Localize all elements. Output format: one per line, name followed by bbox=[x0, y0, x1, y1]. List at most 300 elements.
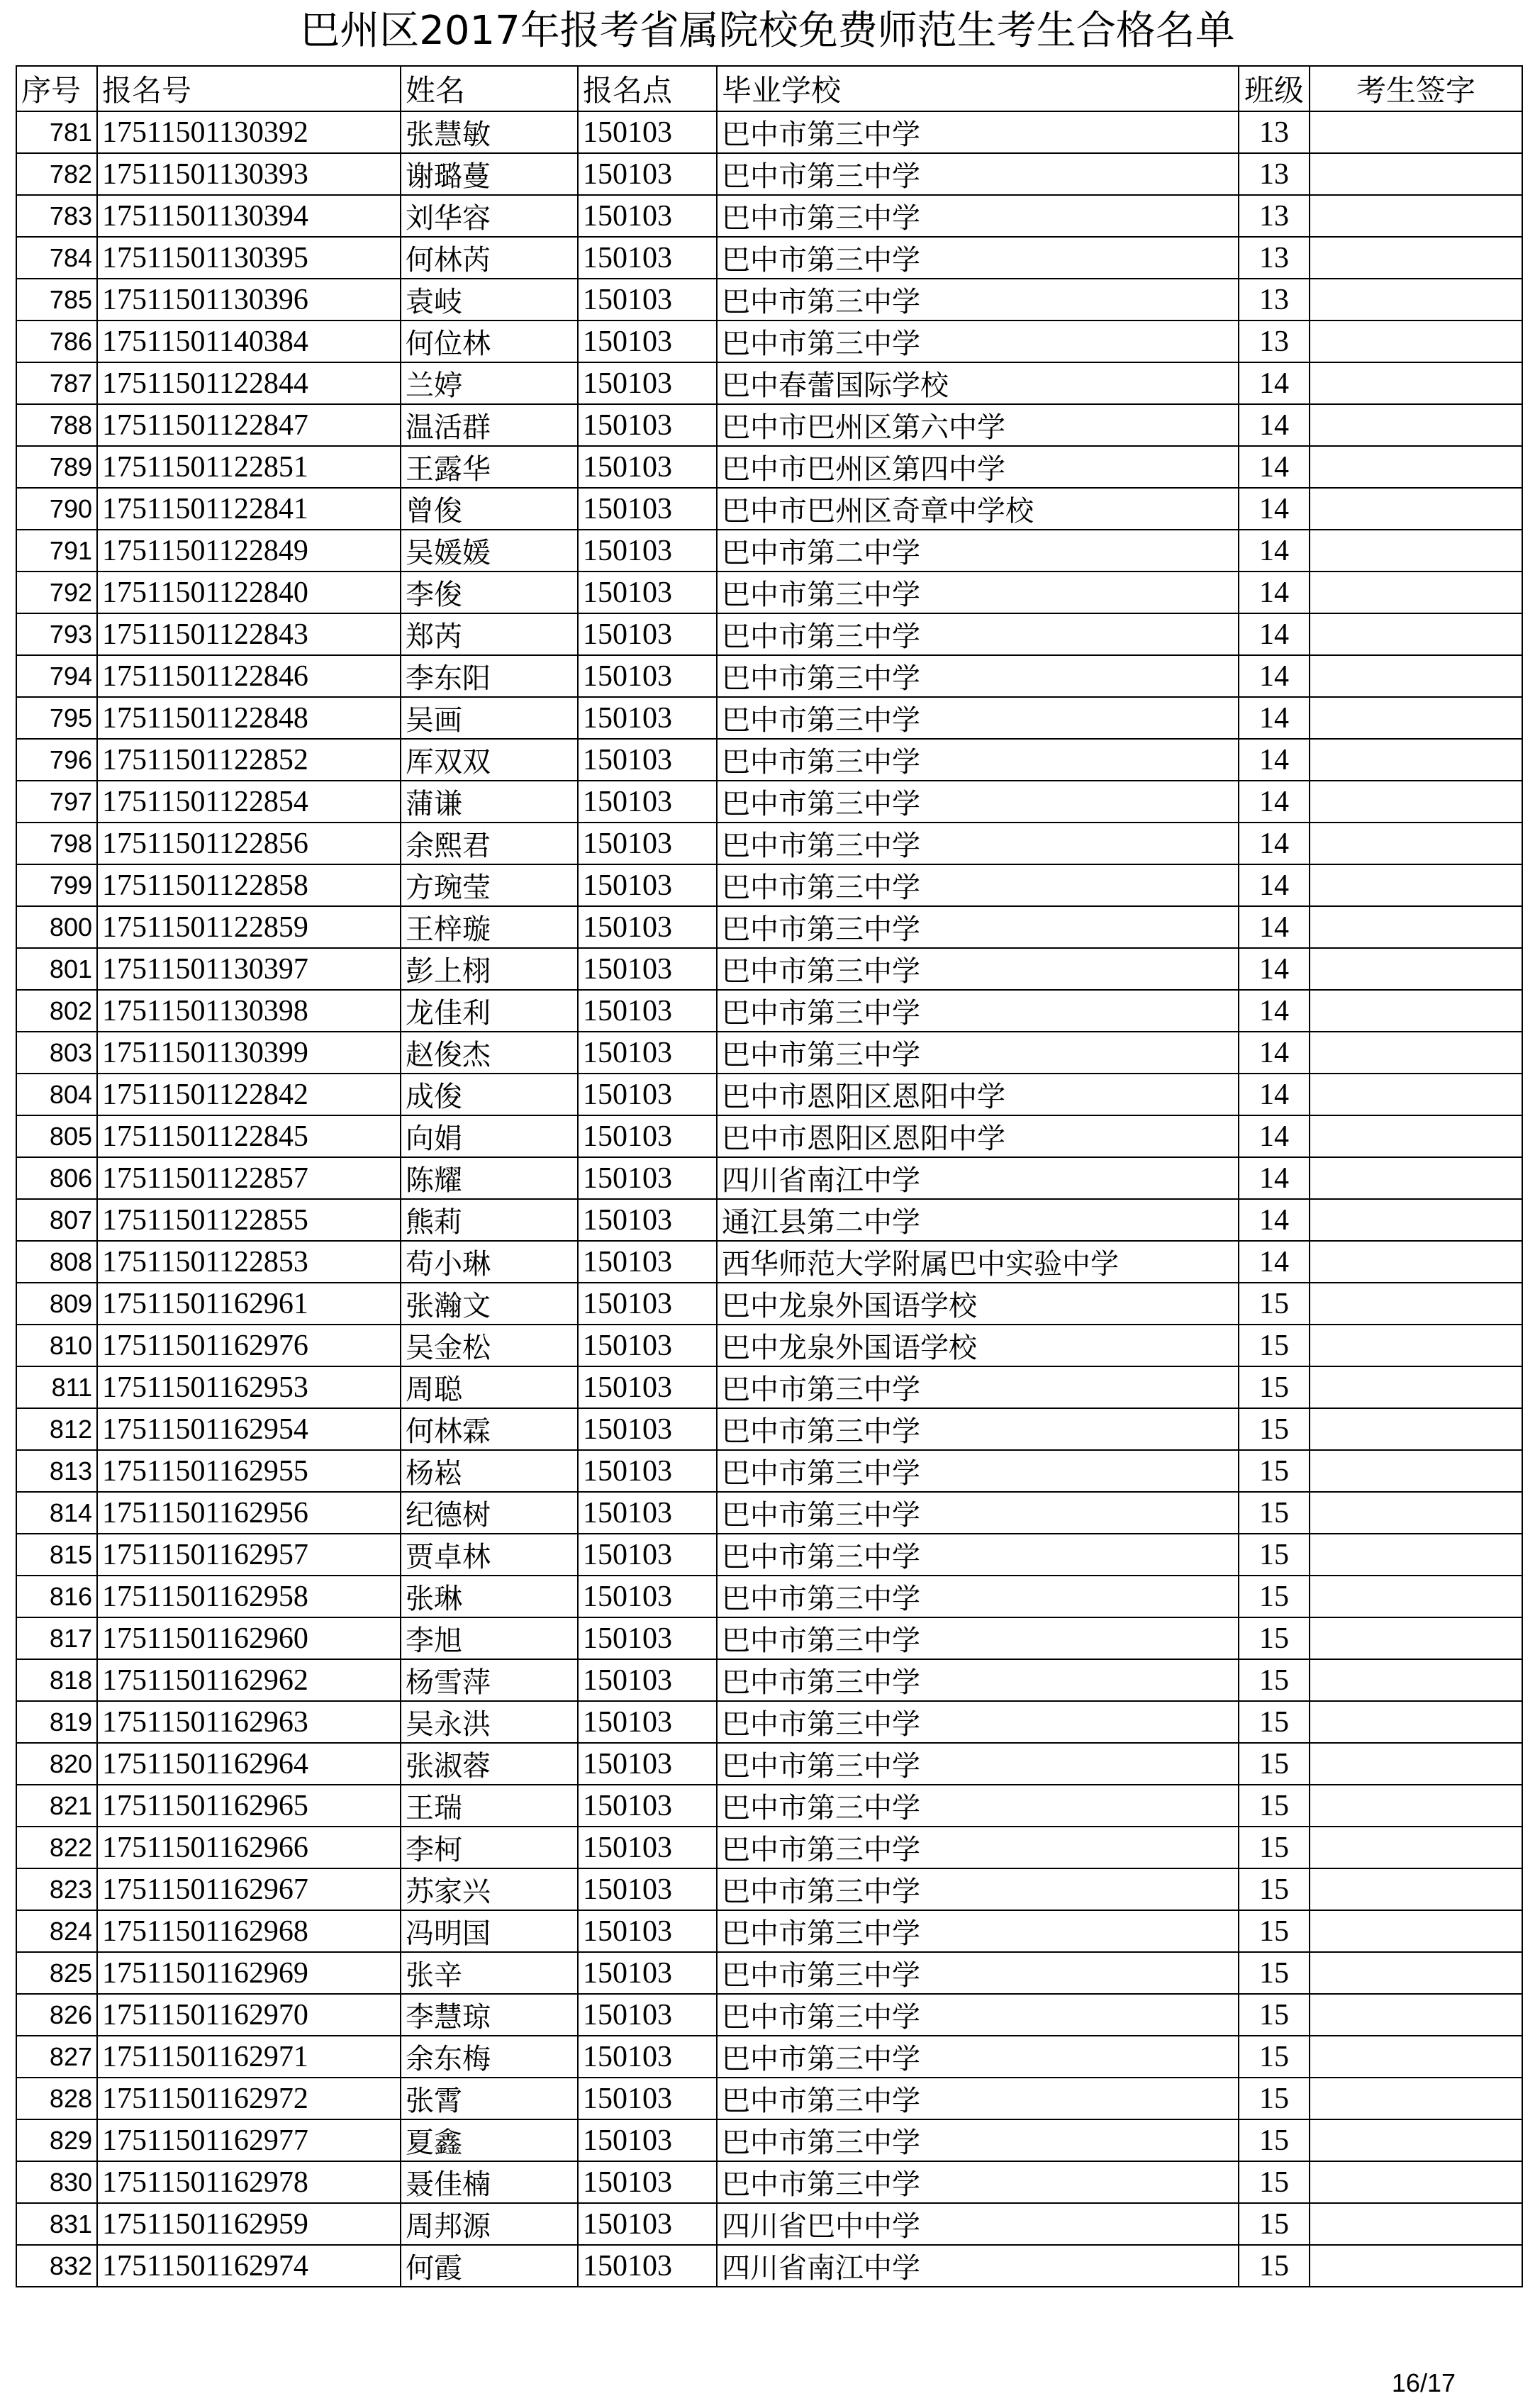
cell-regno: 17511501162965 bbox=[97, 1785, 401, 1827]
cell-regno: 17511501122840 bbox=[97, 572, 401, 613]
cell-regno: 17511501162976 bbox=[97, 1325, 401, 1366]
cell-seq: 804 bbox=[16, 1074, 97, 1115]
cell-school: 四川省南江中学 bbox=[717, 2245, 1239, 2287]
cell-seq: 831 bbox=[16, 2203, 97, 2245]
cell-site: 150103 bbox=[578, 362, 717, 404]
cell-regno: 17511501162967 bbox=[97, 1868, 401, 1910]
cell-name: 张慧敏 bbox=[401, 111, 578, 153]
cell-class: 14 bbox=[1239, 739, 1310, 781]
cell-seq: 817 bbox=[16, 1617, 97, 1659]
cell-site: 150103 bbox=[578, 446, 717, 488]
table-row bbox=[16, 990, 1522, 1032]
cell-name: 余熙君 bbox=[401, 823, 578, 864]
cell-name: 吴媛媛 bbox=[401, 530, 578, 572]
cell-sign bbox=[1310, 864, 1522, 906]
table-row bbox=[16, 781, 1522, 823]
cell-sign bbox=[1310, 2203, 1522, 2245]
cell-site: 150103 bbox=[578, 906, 717, 948]
table-row bbox=[16, 864, 1522, 906]
cell-school: 巴中市第三中学 bbox=[717, 2161, 1239, 2203]
cell-sign bbox=[1310, 1868, 1522, 1910]
cell-school: 巴中市第三中学 bbox=[717, 111, 1239, 153]
table-row bbox=[16, 1743, 1522, 1785]
cell-class: 15 bbox=[1239, 1283, 1310, 1325]
cell-regno: 17511501140384 bbox=[97, 320, 401, 362]
cell-site: 150103 bbox=[578, 320, 717, 362]
cell-school: 巴中市第三中学 bbox=[717, 1492, 1239, 1534]
cell-class: 14 bbox=[1239, 697, 1310, 739]
cell-class: 14 bbox=[1239, 864, 1310, 906]
cell-sign bbox=[1310, 948, 1522, 990]
cell-regno: 17511501122854 bbox=[97, 781, 401, 823]
cell-sign bbox=[1310, 1032, 1522, 1074]
cell-sign bbox=[1310, 446, 1522, 488]
page-number: 16/17 bbox=[1391, 2368, 1456, 2397]
cell-school: 西华师范大学附属巴中实验中学 bbox=[717, 1241, 1239, 1283]
cell-seq: 784 bbox=[16, 237, 97, 279]
cell-site: 150103 bbox=[578, 2161, 717, 2203]
cell-school: 巴中市第三中学 bbox=[717, 153, 1239, 195]
cell-school: 巴中市第三中学 bbox=[717, 2078, 1239, 2119]
cell-regno: 17511501130399 bbox=[97, 1032, 401, 1074]
cell-seq: 800 bbox=[16, 906, 97, 948]
cell-class: 14 bbox=[1239, 613, 1310, 655]
cell-seq: 818 bbox=[16, 1659, 97, 1701]
cell-class: 14 bbox=[1239, 823, 1310, 864]
cell-class: 15 bbox=[1239, 1659, 1310, 1701]
cell-seq: 829 bbox=[16, 2119, 97, 2161]
cell-sign bbox=[1310, 1325, 1522, 1366]
cell-site: 150103 bbox=[578, 2036, 717, 2078]
table-row bbox=[16, 320, 1522, 362]
cell-sign bbox=[1310, 279, 1522, 320]
cell-name: 吴画 bbox=[401, 697, 578, 739]
cell-name: 吴金松 bbox=[401, 1325, 578, 1366]
cell-class: 14 bbox=[1239, 1032, 1310, 1074]
cell-seq: 794 bbox=[16, 655, 97, 697]
cell-name: 王瑞 bbox=[401, 1785, 578, 1827]
cell-sign bbox=[1310, 2036, 1522, 2078]
cell-site: 150103 bbox=[578, 1115, 717, 1157]
cell-regno: 17511501162970 bbox=[97, 1994, 401, 2036]
table-row bbox=[16, 530, 1522, 572]
cell-school: 巴中市第三中学 bbox=[717, 1366, 1239, 1408]
cell-site: 150103 bbox=[578, 2203, 717, 2245]
cell-name: 李柯 bbox=[401, 1827, 578, 1868]
cell-regno: 17511501162955 bbox=[97, 1450, 401, 1492]
cell-seq: 799 bbox=[16, 864, 97, 906]
header-class: 班级 bbox=[1239, 66, 1310, 111]
cell-school: 巴中市第三中学 bbox=[717, 1701, 1239, 1743]
cell-site: 150103 bbox=[578, 488, 717, 530]
cell-site: 150103 bbox=[578, 1701, 717, 1743]
cell-regno: 17511501162964 bbox=[97, 1743, 401, 1785]
cell-class: 14 bbox=[1239, 781, 1310, 823]
cell-school: 巴中市第三中学 bbox=[717, 990, 1239, 1032]
cell-site: 150103 bbox=[578, 1074, 717, 1115]
table-row bbox=[16, 2203, 1522, 2245]
cell-class: 14 bbox=[1239, 362, 1310, 404]
cell-seq: 832 bbox=[16, 2245, 97, 2287]
cell-school: 巴中市第三中学 bbox=[717, 781, 1239, 823]
cell-school: 巴中龙泉外国语学校 bbox=[717, 1283, 1239, 1325]
table-row bbox=[16, 1659, 1522, 1701]
cell-site: 150103 bbox=[578, 697, 717, 739]
cell-regno: 17511501122851 bbox=[97, 446, 401, 488]
table-row bbox=[16, 2078, 1522, 2119]
cell-sign bbox=[1310, 1074, 1522, 1115]
cell-site: 150103 bbox=[578, 1827, 717, 1868]
cell-site: 150103 bbox=[578, 279, 717, 320]
cell-site: 150103 bbox=[578, 1492, 717, 1534]
cell-sign bbox=[1310, 1199, 1522, 1241]
cell-sign bbox=[1310, 1910, 1522, 1952]
header-school: 毕业学校 bbox=[717, 66, 1239, 111]
cell-seq: 824 bbox=[16, 1910, 97, 1952]
cell-class: 15 bbox=[1239, 1408, 1310, 1450]
cell-school: 巴中市第三中学 bbox=[717, 1408, 1239, 1450]
cell-seq: 793 bbox=[16, 613, 97, 655]
cell-site: 150103 bbox=[578, 739, 717, 781]
cell-school: 巴中市第三中学 bbox=[717, 195, 1239, 237]
table-row bbox=[16, 906, 1522, 948]
table-row bbox=[16, 2119, 1522, 2161]
cell-regno: 17511501162968 bbox=[97, 1910, 401, 1952]
cell-class: 15 bbox=[1239, 2245, 1310, 2287]
cell-name: 厍双双 bbox=[401, 739, 578, 781]
cell-regno: 17511501130397 bbox=[97, 948, 401, 990]
cell-regno: 17511501122841 bbox=[97, 488, 401, 530]
cell-school: 巴中市第三中学 bbox=[717, 2036, 1239, 2078]
cell-class: 14 bbox=[1239, 990, 1310, 1032]
cell-sign bbox=[1310, 1450, 1522, 1492]
cell-site: 150103 bbox=[578, 572, 717, 613]
cell-seq: 803 bbox=[16, 1032, 97, 1074]
cell-site: 150103 bbox=[578, 1408, 717, 1450]
cell-seq: 815 bbox=[16, 1534, 97, 1576]
cell-school: 巴中市第二中学 bbox=[717, 530, 1239, 572]
cell-name: 冯明国 bbox=[401, 1910, 578, 1952]
table-row bbox=[16, 2036, 1522, 2078]
cell-sign bbox=[1310, 1576, 1522, 1617]
cell-name: 余东梅 bbox=[401, 2036, 578, 2078]
cell-site: 150103 bbox=[578, 1199, 717, 1241]
cell-regno: 17511501162963 bbox=[97, 1701, 401, 1743]
cell-name: 苟小琳 bbox=[401, 1241, 578, 1283]
cell-regno: 17511501122852 bbox=[97, 739, 401, 781]
cell-sign bbox=[1310, 572, 1522, 613]
cell-school: 巴中市第三中学 bbox=[717, 655, 1239, 697]
cell-regno: 17511501162959 bbox=[97, 2203, 401, 2245]
cell-name: 陈耀 bbox=[401, 1157, 578, 1199]
cell-regno: 17511501162961 bbox=[97, 1283, 401, 1325]
cell-sign bbox=[1310, 2119, 1522, 2161]
cell-site: 150103 bbox=[578, 404, 717, 446]
cell-seq: 813 bbox=[16, 1450, 97, 1492]
cell-class: 15 bbox=[1239, 1743, 1310, 1785]
table-row bbox=[16, 1785, 1522, 1827]
cell-class: 15 bbox=[1239, 2119, 1310, 2161]
cell-sign bbox=[1310, 320, 1522, 362]
cell-regno: 17511501162977 bbox=[97, 2119, 401, 2161]
cell-regno: 17511501162972 bbox=[97, 2078, 401, 2119]
cell-name: 何霞 bbox=[401, 2245, 578, 2287]
cell-school: 巴中市第三中学 bbox=[717, 739, 1239, 781]
cell-site: 150103 bbox=[578, 781, 717, 823]
cell-name: 吴永洪 bbox=[401, 1701, 578, 1743]
cell-sign bbox=[1310, 1659, 1522, 1701]
table-row bbox=[16, 195, 1522, 237]
cell-sign bbox=[1310, 153, 1522, 195]
cell-class: 15 bbox=[1239, 2036, 1310, 2078]
cell-name: 张琳 bbox=[401, 1576, 578, 1617]
cell-name: 李旭 bbox=[401, 1617, 578, 1659]
cell-class: 14 bbox=[1239, 1115, 1310, 1157]
cell-sign bbox=[1310, 237, 1522, 279]
cell-seq: 785 bbox=[16, 279, 97, 320]
page-title: 巴州区2017年报考省属院校免费师范生考生合格名单 bbox=[300, 8, 1235, 54]
cell-regno: 17511501162971 bbox=[97, 2036, 401, 2078]
cell-name: 王梓璇 bbox=[401, 906, 578, 948]
cell-class: 15 bbox=[1239, 1366, 1310, 1408]
cell-seq: 811 bbox=[16, 1366, 97, 1408]
cell-sign bbox=[1310, 990, 1522, 1032]
table-row bbox=[16, 1032, 1522, 1074]
cell-name: 成俊 bbox=[401, 1074, 578, 1115]
table-row bbox=[16, 1157, 1522, 1199]
cell-class: 15 bbox=[1239, 1952, 1310, 1994]
cell-school: 巴中市第三中学 bbox=[717, 1910, 1239, 1952]
roster-table bbox=[16, 65, 1523, 2287]
cell-school: 巴中市第三中学 bbox=[717, 1785, 1239, 1827]
cell-class: 14 bbox=[1239, 404, 1310, 446]
cell-seq: 810 bbox=[16, 1325, 97, 1366]
cell-sign bbox=[1310, 488, 1522, 530]
cell-school: 巴中春蕾国际学校 bbox=[717, 362, 1239, 404]
cell-seq: 807 bbox=[16, 1199, 97, 1241]
cell-school: 巴中市巴州区奇章中学校 bbox=[717, 488, 1239, 530]
table-row bbox=[16, 362, 1522, 404]
cell-site: 150103 bbox=[578, 153, 717, 195]
cell-name: 苏家兴 bbox=[401, 1868, 578, 1910]
cell-sign bbox=[1310, 2161, 1522, 2203]
cell-school: 四川省巴中中学 bbox=[717, 2203, 1239, 2245]
cell-class: 14 bbox=[1239, 446, 1310, 488]
cell-school: 巴中市恩阳区恩阳中学 bbox=[717, 1115, 1239, 1157]
cell-class: 14 bbox=[1239, 948, 1310, 990]
cell-name: 谢璐蔓 bbox=[401, 153, 578, 195]
cell-sign bbox=[1310, 1952, 1522, 1994]
cell-name: 彭上栩 bbox=[401, 948, 578, 990]
table-row bbox=[16, 488, 1522, 530]
cell-name: 聂佳楠 bbox=[401, 2161, 578, 2203]
cell-site: 150103 bbox=[578, 655, 717, 697]
cell-site: 150103 bbox=[578, 1952, 717, 1994]
cell-name: 郑芮 bbox=[401, 613, 578, 655]
cell-school: 巴中市第三中学 bbox=[717, 1617, 1239, 1659]
cell-name: 熊莉 bbox=[401, 1199, 578, 1241]
table-row bbox=[16, 823, 1522, 864]
cell-site: 150103 bbox=[578, 1325, 717, 1366]
cell-seq: 823 bbox=[16, 1868, 97, 1910]
cell-sign bbox=[1310, 1701, 1522, 1743]
table-row bbox=[16, 739, 1522, 781]
cell-school: 巴中市第三中学 bbox=[717, 1659, 1239, 1701]
cell-class: 15 bbox=[1239, 2203, 1310, 2245]
cell-site: 150103 bbox=[578, 1450, 717, 1492]
cell-seq: 788 bbox=[16, 404, 97, 446]
cell-seq: 786 bbox=[16, 320, 97, 362]
table-row bbox=[16, 655, 1522, 697]
cell-regno: 17511501130396 bbox=[97, 279, 401, 320]
table-row bbox=[16, 404, 1522, 446]
cell-seq: 790 bbox=[16, 488, 97, 530]
cell-sign bbox=[1310, 906, 1522, 948]
cell-school: 四川省南江中学 bbox=[717, 1157, 1239, 1199]
cell-seq: 825 bbox=[16, 1952, 97, 1994]
cell-seq: 830 bbox=[16, 2161, 97, 2203]
cell-school: 巴中市第三中学 bbox=[717, 864, 1239, 906]
cell-seq: 783 bbox=[16, 195, 97, 237]
table-row bbox=[16, 1408, 1522, 1450]
cell-seq: 820 bbox=[16, 1743, 97, 1785]
cell-school: 巴中市第三中学 bbox=[717, 1032, 1239, 1074]
table-row bbox=[16, 1115, 1522, 1157]
cell-seq: 787 bbox=[16, 362, 97, 404]
header-regno: 报名号 bbox=[97, 66, 401, 111]
cell-sign bbox=[1310, 1743, 1522, 1785]
cell-seq: 812 bbox=[16, 1408, 97, 1450]
cell-name: 刘华容 bbox=[401, 195, 578, 237]
cell-school: 巴中市第三中学 bbox=[717, 1868, 1239, 1910]
cell-class: 14 bbox=[1239, 572, 1310, 613]
table-row bbox=[16, 153, 1522, 195]
table-row bbox=[16, 1366, 1522, 1408]
cell-seq: 789 bbox=[16, 446, 97, 488]
cell-class: 15 bbox=[1239, 1617, 1310, 1659]
table-row bbox=[16, 1241, 1522, 1283]
cell-class: 14 bbox=[1239, 530, 1310, 572]
cell-sign bbox=[1310, 195, 1522, 237]
cell-site: 150103 bbox=[578, 1157, 717, 1199]
cell-site: 150103 bbox=[578, 530, 717, 572]
cell-school: 巴中市恩阳区恩阳中学 bbox=[717, 1074, 1239, 1115]
cell-site: 150103 bbox=[578, 1241, 717, 1283]
cell-regno: 17511501162954 bbox=[97, 1408, 401, 1450]
cell-regno: 17511501122858 bbox=[97, 864, 401, 906]
cell-class: 14 bbox=[1239, 1199, 1310, 1241]
cell-site: 150103 bbox=[578, 1659, 717, 1701]
table-row bbox=[16, 2245, 1522, 2287]
cell-regno: 17511501122847 bbox=[97, 404, 401, 446]
cell-site: 150103 bbox=[578, 864, 717, 906]
cell-name: 曾俊 bbox=[401, 488, 578, 530]
cell-regno: 17511501162956 bbox=[97, 1492, 401, 1534]
cell-sign bbox=[1310, 739, 1522, 781]
cell-site: 150103 bbox=[578, 613, 717, 655]
cell-sign bbox=[1310, 781, 1522, 823]
header-name: 姓名 bbox=[401, 66, 578, 111]
cell-school: 巴中市第三中学 bbox=[717, 1952, 1239, 1994]
cell-seq: 826 bbox=[16, 1994, 97, 2036]
cell-regno: 17511501122844 bbox=[97, 362, 401, 404]
cell-name: 李俊 bbox=[401, 572, 578, 613]
table-row bbox=[16, 1910, 1522, 1952]
cell-school: 巴中市第三中学 bbox=[717, 948, 1239, 990]
cell-regno: 17511501122842 bbox=[97, 1074, 401, 1115]
cell-regno: 17511501162974 bbox=[97, 2245, 401, 2287]
cell-regno: 17511501162958 bbox=[97, 1576, 401, 1617]
cell-class: 15 bbox=[1239, 1910, 1310, 1952]
cell-name: 龙佳利 bbox=[401, 990, 578, 1032]
cell-site: 150103 bbox=[578, 823, 717, 864]
header-row bbox=[16, 66, 1522, 111]
cell-class: 15 bbox=[1239, 1492, 1310, 1534]
cell-sign bbox=[1310, 823, 1522, 864]
cell-class: 15 bbox=[1239, 2161, 1310, 2203]
cell-class: 14 bbox=[1239, 1074, 1310, 1115]
cell-school: 巴中市第三中学 bbox=[717, 1827, 1239, 1868]
cell-school: 通江县第二中学 bbox=[717, 1199, 1239, 1241]
cell-name: 张霄 bbox=[401, 2078, 578, 2119]
table-row bbox=[16, 1576, 1522, 1617]
cell-seq: 782 bbox=[16, 153, 97, 195]
cell-school: 巴中市第三中学 bbox=[717, 1743, 1239, 1785]
cell-school: 巴中市第三中学 bbox=[717, 1534, 1239, 1576]
cell-class: 15 bbox=[1239, 1534, 1310, 1576]
cell-sign bbox=[1310, 1994, 1522, 2036]
table-row bbox=[16, 1868, 1522, 1910]
cell-regno: 17511501162957 bbox=[97, 1534, 401, 1576]
cell-site: 150103 bbox=[578, 1576, 717, 1617]
cell-regno: 17511501162966 bbox=[97, 1827, 401, 1868]
roster-body bbox=[16, 111, 1522, 2287]
cell-site: 150103 bbox=[578, 1743, 717, 1785]
cell-class: 14 bbox=[1239, 906, 1310, 948]
cell-seq: 821 bbox=[16, 1785, 97, 1827]
cell-sign bbox=[1310, 1241, 1522, 1283]
cell-school: 巴中市第三中学 bbox=[717, 2119, 1239, 2161]
table-row bbox=[16, 2161, 1522, 2203]
cell-regno: 17511501162969 bbox=[97, 1952, 401, 1994]
header-sign: 考生签字 bbox=[1310, 66, 1522, 111]
cell-class: 15 bbox=[1239, 2078, 1310, 2119]
cell-regno: 17511501122853 bbox=[97, 1241, 401, 1283]
cell-class: 14 bbox=[1239, 488, 1310, 530]
cell-regno: 17511501130392 bbox=[97, 111, 401, 153]
table-row bbox=[16, 697, 1522, 739]
cell-site: 150103 bbox=[578, 195, 717, 237]
cell-school: 巴中市巴州区第四中学 bbox=[717, 446, 1239, 488]
cell-class: 15 bbox=[1239, 1701, 1310, 1743]
table-row bbox=[16, 1074, 1522, 1115]
cell-seq: 791 bbox=[16, 530, 97, 572]
cell-site: 150103 bbox=[578, 1617, 717, 1659]
cell-name: 张瀚文 bbox=[401, 1283, 578, 1325]
cell-school: 巴中市第三中学 bbox=[717, 572, 1239, 613]
cell-name: 蒲谦 bbox=[401, 781, 578, 823]
cell-sign bbox=[1310, 2245, 1522, 2287]
cell-school: 巴中市第三中学 bbox=[717, 697, 1239, 739]
table-row bbox=[16, 1952, 1522, 1994]
cell-class: 13 bbox=[1239, 237, 1310, 279]
table-row bbox=[16, 1283, 1522, 1325]
cell-class: 14 bbox=[1239, 655, 1310, 697]
cell-name: 方琬莹 bbox=[401, 864, 578, 906]
cell-seq: 796 bbox=[16, 739, 97, 781]
cell-class: 14 bbox=[1239, 1241, 1310, 1283]
cell-sign bbox=[1310, 1366, 1522, 1408]
